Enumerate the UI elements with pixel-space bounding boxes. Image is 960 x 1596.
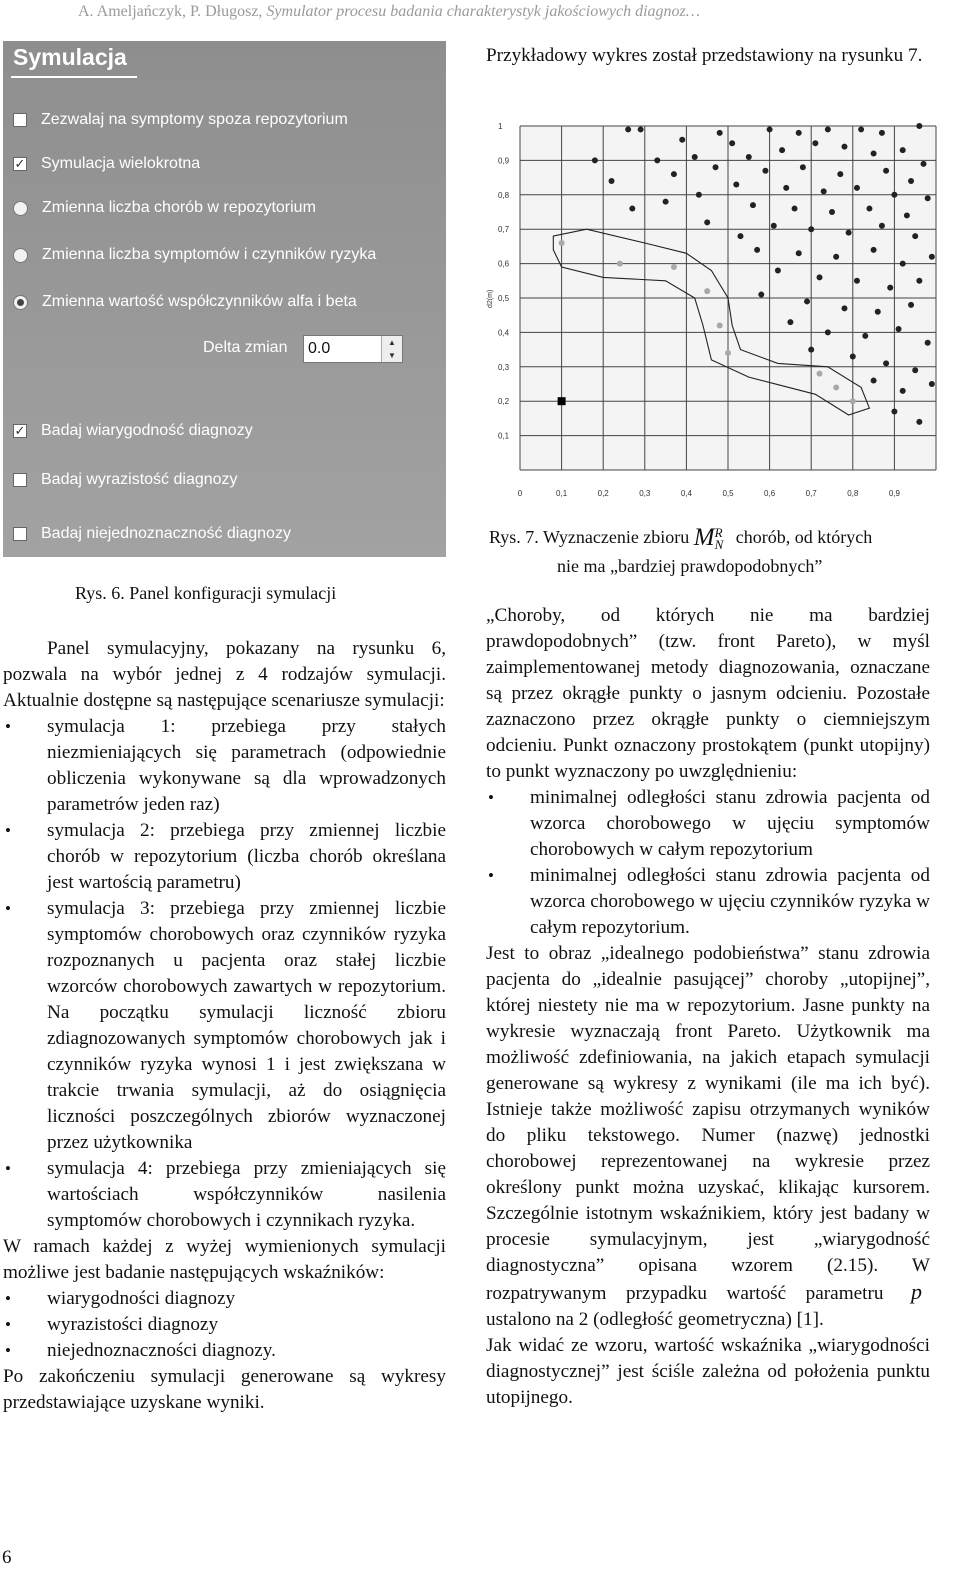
paragraph-closing: Po zakończeniu symulacji generowane są wykresy przedstawiające uzyskane wyniki. bbox=[3, 1366, 446, 1413]
data-point-dominated bbox=[891, 192, 897, 198]
data-point-dominated bbox=[929, 254, 935, 260]
data-point-dominated bbox=[796, 130, 802, 136]
checkbox-checked-icon[interactable]: ✓ bbox=[14, 423, 26, 438]
option-variable-alpha-beta[interactable]: Zmienna wartość współczynników alfa i beta bbox=[13, 293, 357, 311]
data-point-dominated bbox=[800, 164, 806, 170]
list-item: • symulacja 4: przebiega przy zmieniających się wartościach współczynników nasilenia symptomów chorobowych i czynnikach ryzyka. bbox=[3, 1156, 446, 1234]
data-point-dominated bbox=[896, 326, 902, 332]
data-point-dominated bbox=[654, 157, 660, 163]
data-point-pareto bbox=[704, 288, 710, 294]
data-point-pareto bbox=[671, 264, 677, 270]
x-tick-label: 0,5 bbox=[722, 489, 734, 498]
list-item: • wiarygodności diagnozy bbox=[3, 1286, 446, 1312]
data-point-dominated bbox=[696, 192, 702, 198]
data-point-dominated bbox=[825, 329, 831, 335]
option-allow-external-symptoms[interactable]: Zezwalaj na symptomy spoza repozytorium bbox=[13, 111, 348, 129]
data-point-dominated bbox=[841, 144, 847, 150]
data-point-dominated bbox=[796, 250, 802, 256]
delta-label: Delta zmian bbox=[203, 339, 288, 356]
data-point-dominated bbox=[821, 188, 827, 194]
checkbox-unchecked-icon[interactable] bbox=[13, 473, 27, 487]
data-point-dominated bbox=[866, 206, 872, 212]
data-point-dominated bbox=[900, 388, 906, 394]
data-point-dominated bbox=[638, 126, 644, 132]
data-point-pareto bbox=[833, 384, 839, 390]
paragraph-utopia: Jest to obraz „idealnego podobieństwa” stanu zdrowia pacjenta do „idealnie pasującej” choroby „utopijnej”, której niestety nie ma w repozytorium. Jasne punkty na wykresie wyznaczają front Pareto. Użytkownik ma możliwość zdefiniowania, na jakich etapach symulacji generowane są wykresy z wynikami (ile ma ich być). Istnieje także możliwość zapisu otrzymanych wyników do pliku tekstowego. Numer (nazwę) jednostki chorobowej reprezentowanej na wykresie przez określony punkt można uzyskać, klikając kursorem. Szczególnie istotnym wskaźnikiem, który jest badany w procesie symulacyjnym, jest „wiarygodność diagnostyczna” opisana wzorem (2.15). W rozpatrywanym przypadku wartość parametru p ustalono na 2 (odległość geometryczna) [1]. bbox=[486, 943, 930, 1330]
title-underline bbox=[11, 76, 137, 78]
data-point-pareto bbox=[850, 398, 856, 404]
option-variable-disease-count[interactable]: Zmienna liczba chorób w repozytorium bbox=[13, 199, 316, 217]
data-point-dominated bbox=[817, 274, 823, 280]
y-tick-label: 0,6 bbox=[498, 259, 510, 269]
data-point-dominated bbox=[854, 278, 860, 284]
list-item: • symulacja 2: przebiega przy zmiennej liczbie chorób w repozytorium (liczba chorób określana jest wartością parametru) bbox=[3, 818, 446, 896]
data-point-dominated bbox=[625, 126, 631, 132]
radio-unselected-icon[interactable] bbox=[13, 201, 28, 216]
data-point-dominated bbox=[717, 130, 723, 136]
data-point-dominated bbox=[929, 381, 935, 387]
list-item: • symulacja 3: przebiega przy zmiennej liczbie symptomów chorobowych oraz czynników ryzyka rozpoznanych u pacjenta oraz stałej liczbie wzorców chorobowych zawartych w repozytorium. Na początku symulacji liczność zbioru zdiagnozowanych symptomów chorobowych jak i czynników ryzyka wynosi 1 i jest zwiększana w trakcie trwania symulacji, aż do osiągnięcia liczności poszczególnych zbiorów wyznaczonej przez użytkownika bbox=[3, 896, 446, 1156]
x-tick-label: 0 bbox=[517, 489, 523, 498]
data-point-dominated bbox=[775, 267, 781, 273]
data-point-dominated bbox=[887, 285, 893, 291]
x-tick-label: 0,9 bbox=[888, 489, 900, 498]
data-point-dominated bbox=[679, 137, 685, 143]
data-point-dominated bbox=[904, 212, 910, 218]
option-check-distinctness[interactable]: Badaj wyrazistość diagnozy bbox=[13, 471, 238, 489]
data-point-dominated bbox=[609, 178, 615, 184]
paragraph-intro: Panel symulacyjny, pokazany na rysunku 6, pozwala na wybór jednej z 4 rodzajów symulacji. Aktualnie dostępne są następujące scenariusze symulacji: bbox=[3, 638, 446, 711]
page-number: 6 bbox=[2, 1547, 12, 1568]
data-point-dominated bbox=[846, 230, 852, 236]
data-point-dominated bbox=[629, 206, 635, 212]
data-point-dominated bbox=[912, 367, 918, 373]
checkbox-checked-icon[interactable]: ✓ bbox=[14, 156, 26, 171]
data-point-dominated bbox=[908, 302, 914, 308]
data-point-dominated bbox=[787, 319, 793, 325]
paragraph-indicators: W ramach każdej z wyżej wymienionych symulacji możliwe jest badanie następujących wskaźników: bbox=[3, 1236, 446, 1283]
delta-value[interactable]: 0.0 bbox=[308, 340, 331, 357]
option-check-reliability[interactable]: ✓ Badaj wiarygodność diagnozy bbox=[14, 422, 253, 439]
paragraph-reliability: Jak widać ze wzoru, wartość wskaźnika „wiarygodności diagnostycznej” jest ściśle zależna od położenia punktu utopijnego. bbox=[486, 1335, 930, 1408]
data-point-dominated bbox=[733, 181, 739, 187]
data-point-dominated bbox=[875, 309, 881, 315]
data-point-dominated bbox=[925, 195, 931, 201]
data-point-dominated bbox=[829, 209, 835, 215]
paragraph-pareto: „Choroby, od których nie ma bardziej prawdopodobnych” (tzw. front Pareto), w myśl zaimplementowanej metody diagnozowania, oznaczane są przez okrągłe punkty o jasnym odcieniu. Pozostałe zaznaczono przez okrągłe punkty o ciemniejszym odcieniu. Punkt oznaczony prostokątem (punkt utopijny) to punkt wyznaczony po uwzględnieniu: bbox=[486, 605, 930, 782]
data-point-dominated bbox=[900, 147, 906, 153]
data-point-dominated bbox=[792, 206, 798, 212]
data-point-pareto bbox=[717, 323, 723, 329]
data-point-dominated bbox=[925, 340, 931, 346]
right-text-column bbox=[486, 603, 930, 1411]
list-item: • minimalnej odległości stanu zdrowia pacjenta od wzorca chorobowego w ujęciu symptomów chorobowych w całym repozytorium bbox=[486, 785, 930, 863]
option-multiple-simulation[interactable]: ✓ Symulacja wielokrotna bbox=[14, 155, 201, 172]
running-header: A. Ameljańczyk, P. Długosz, Symulator procesu badania charakterystyk jakościowych diagnoz… bbox=[78, 3, 700, 20]
data-point-dominated bbox=[758, 292, 764, 298]
data-point-pareto bbox=[725, 350, 731, 356]
radio-selected-icon[interactable] bbox=[13, 295, 28, 310]
data-point-dominated bbox=[825, 126, 831, 132]
y-tick-label: 0,3 bbox=[498, 362, 510, 372]
data-point-dominated bbox=[871, 247, 877, 253]
data-point-dominated bbox=[671, 171, 677, 177]
figure-7-reference: Przykładowy wykres został przedstawiony na rysunku 7. bbox=[486, 45, 923, 66]
figure-7-caption-line2: nie ma „bardziej prawdopodobnych” bbox=[557, 556, 823, 576]
x-tick-label: 0,3 bbox=[639, 489, 651, 498]
option-variable-symptom-count[interactable]: Zmienna liczba symptomów i czynników ryzyka bbox=[13, 246, 376, 264]
data-point-dominated bbox=[871, 151, 877, 157]
data-point-dominated bbox=[883, 168, 889, 174]
data-point-dominated bbox=[663, 199, 669, 205]
chart-svg bbox=[486, 112, 940, 512]
option-check-ambiguity[interactable]: Badaj niejednoznaczność diagnozy bbox=[13, 525, 291, 543]
data-point-dominated bbox=[762, 168, 768, 174]
data-point-dominated bbox=[808, 226, 814, 232]
data-point-dominated bbox=[879, 223, 885, 229]
data-point-dominated bbox=[916, 123, 922, 129]
data-point-dominated bbox=[908, 178, 914, 184]
data-point-dominated bbox=[750, 202, 756, 208]
condition-list bbox=[486, 785, 930, 941]
data-point-pareto bbox=[559, 240, 565, 246]
data-point-dominated bbox=[812, 140, 818, 146]
data-point-dominated bbox=[592, 157, 598, 163]
data-point-dominated bbox=[692, 154, 698, 160]
data-point-dominated bbox=[713, 164, 719, 170]
data-point-dominated bbox=[912, 233, 918, 239]
y-tick-label: 0,1 bbox=[498, 431, 510, 441]
y-tick-label: 0,9 bbox=[498, 156, 510, 166]
data-point-dominated bbox=[921, 161, 927, 167]
indicator-list bbox=[3, 1286, 446, 1364]
data-point-dominated bbox=[804, 298, 810, 304]
checkbox-unchecked-icon[interactable] bbox=[13, 527, 27, 541]
data-point-dominated bbox=[779, 147, 785, 153]
data-point-dominated bbox=[754, 247, 760, 253]
data-point-dominated bbox=[704, 219, 710, 225]
scenario-list bbox=[3, 714, 446, 1234]
checkbox-unchecked-icon[interactable] bbox=[13, 113, 27, 127]
x-tick-label: 0,8 bbox=[847, 489, 859, 498]
data-point-dominated bbox=[771, 223, 777, 229]
y-tick-label: 0,2 bbox=[498, 397, 510, 407]
pareto-scatter-chart bbox=[486, 112, 940, 512]
data-point-pareto bbox=[617, 261, 623, 267]
data-point-dominated bbox=[837, 171, 843, 177]
data-point-dominated bbox=[916, 419, 922, 425]
data-point-dominated bbox=[879, 130, 885, 136]
panel-title: Symulacja bbox=[13, 44, 127, 70]
data-point-dominated bbox=[871, 378, 877, 384]
data-point-dominated bbox=[767, 126, 773, 132]
y-axis-label: d2(m) bbox=[487, 289, 494, 308]
data-point-dominated bbox=[891, 409, 897, 415]
x-tick-label: 0,7 bbox=[805, 489, 817, 498]
data-point-dominated bbox=[808, 347, 814, 353]
y-tick-label: 0,4 bbox=[498, 328, 510, 338]
stepper-up-icon[interactable]: ▲ bbox=[388, 338, 396, 347]
x-tick-label: 0,1 bbox=[556, 489, 568, 498]
data-point-dominated bbox=[916, 278, 922, 284]
x-tick-label: 0,4 bbox=[680, 489, 692, 498]
list-item: • symulacja 1: przebiega przy stałych niezmieniających się parametrach (odpowiednie obliczenia wykonywane są dla wprowadzonych parametrów jeden raz) bbox=[3, 714, 446, 818]
y-tick-label: 0,5 bbox=[498, 294, 510, 303]
x-tick-label: 0,6 bbox=[764, 489, 776, 498]
data-point-dominated bbox=[737, 233, 743, 239]
utopia-point bbox=[558, 397, 566, 405]
data-point-dominated bbox=[729, 140, 735, 146]
stepper-down-icon[interactable]: ▼ bbox=[388, 351, 396, 360]
data-point-dominated bbox=[850, 353, 856, 359]
data-point-dominated bbox=[900, 261, 906, 267]
data-point-dominated bbox=[833, 254, 839, 260]
data-point-dominated bbox=[854, 185, 860, 191]
data-point-pareto bbox=[817, 371, 823, 377]
data-point-dominated bbox=[841, 305, 847, 311]
radio-unselected-icon[interactable] bbox=[13, 248, 28, 263]
data-point-dominated bbox=[883, 360, 889, 366]
delta-stepper[interactable] bbox=[303, 335, 403, 363]
figure-6-caption: Rys. 6. Panel konfiguracji symulacji bbox=[75, 583, 337, 603]
y-tick-label: 0,8 bbox=[498, 190, 510, 200]
y-tick-label: 1 bbox=[498, 122, 503, 131]
data-point-dominated bbox=[862, 333, 868, 339]
data-point-dominated bbox=[746, 154, 752, 160]
list-item: • niejednoznaczności diagnozy. bbox=[3, 1338, 446, 1364]
simulation-settings-panel bbox=[3, 41, 446, 557]
left-text-column bbox=[3, 636, 446, 1416]
list-item: • wyrazistości diagnozy bbox=[3, 1312, 446, 1338]
data-point-dominated bbox=[783, 185, 789, 191]
x-tick-label: 0,2 bbox=[597, 489, 609, 498]
list-item: • minimalnej odległości stanu zdrowia pacjenta od wzorca chorobowego w ujęciu czynników ryzyka w całym repozytorium. bbox=[486, 863, 930, 941]
y-tick-label: 0,7 bbox=[498, 225, 510, 235]
data-point-dominated bbox=[858, 126, 864, 132]
figure-7-caption: Rys. 7. Wyznaczenie zbioru M R N chorób, od których bbox=[489, 524, 873, 552]
